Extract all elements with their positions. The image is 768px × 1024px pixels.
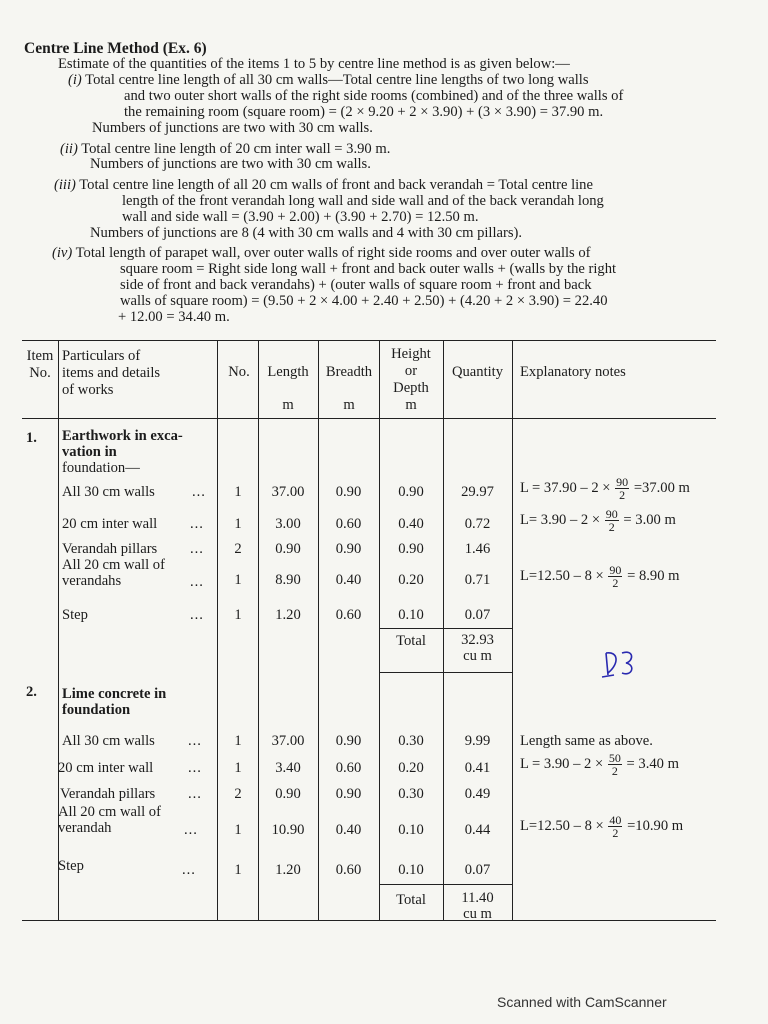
- s1-row3-dots: ...: [190, 541, 204, 557]
- header-no: No.: [228, 364, 250, 380]
- s2-row2-no: 1: [234, 760, 242, 776]
- s1-row1-note: L = 37.90 – 2 × $\frac{90}{2}$ =37.00 m: [520, 475, 690, 502]
- s1-row2-quantity: 0.72: [464, 516, 491, 532]
- handwritten-mark: [600, 645, 640, 681]
- s2-total-value: 11.40 cu m: [461, 890, 494, 922]
- s1-row4-breadth: 0.40: [335, 572, 362, 588]
- s2-row2-length: 3.40: [275, 760, 301, 776]
- s1-row4-no: 1: [234, 572, 242, 588]
- s1-row5-dots: ...: [190, 607, 204, 623]
- s2-row1-breadth: 0.90: [335, 733, 362, 749]
- item-i-line-4: Numbers of junctions are two with 30 cm walls.: [92, 120, 373, 136]
- s2-row4-note: L=12.50 – 8 × $\frac{40}{2}$ =10.90 m: [520, 813, 684, 840]
- item-ii-line-2: Numbers of junctions are two with 30 cm walls.: [90, 156, 371, 172]
- s1-row1-quantity: 29.97: [461, 484, 494, 500]
- table-bottom-rule: [22, 920, 716, 921]
- col-divider-quantity: [512, 341, 513, 920]
- s2-row2-height: 0.20: [398, 760, 424, 776]
- s1-row1-dots: ...: [192, 484, 206, 500]
- s1-row2-label: 20 cm inter wall: [62, 516, 158, 532]
- s2-row2-note: L = 3.90 – 2 × $\frac{50}{2}$ = 3.40 m: [520, 751, 679, 778]
- header-particulars: Particulars of items and details of works: [62, 348, 161, 398]
- s1-row2-note: L= 3.90 – 2 × $\frac{90}{2}$ = 3.00 m: [520, 507, 676, 534]
- item-iii-line-2: length of the front verandah long wall and side wall and of the back verandah long: [122, 193, 604, 209]
- s1-row4-note: L=12.50 – 8 × $\frac{90}{2}$ = 8.90 m: [520, 563, 680, 590]
- s1-row5-breadth: 0.60: [335, 607, 362, 623]
- s1-row2-dots: ...: [190, 516, 204, 532]
- s2-row4-label: All 20 cm wall of verandah: [58, 804, 161, 836]
- item-ii-number: (ii): [60, 141, 78, 157]
- s2-total-label: Total: [396, 892, 426, 908]
- total-box-bottom-1: [379, 672, 512, 673]
- section-1-title: Earthwork in exca- vation in foundation—: [62, 428, 183, 476]
- s2-row2-quantity: 0.41: [464, 760, 491, 776]
- item-iii-number: (iii): [54, 177, 76, 193]
- item-i-line-3: the remaining room (square room) = (2 × 9.20 + 2 × 3.90) + (3 × 3.90) = 37.90 m.: [124, 104, 604, 120]
- header-breadth: Breadth m: [325, 364, 373, 413]
- header-length: Length m: [267, 364, 309, 413]
- s2-row3-dots: ...: [188, 786, 202, 802]
- table-top-rule: [22, 340, 716, 341]
- item-i-line-2: and two outer short walls of the right side rooms (combined) and of the three walls of: [124, 88, 624, 104]
- s2-row5-no: 1: [234, 862, 242, 878]
- s2-row5-dots: ...: [182, 862, 196, 878]
- s1-row3-breadth: 0.90: [335, 541, 362, 557]
- s1-row5-length: 1.20: [275, 607, 301, 623]
- s1-row3-quantity: 1.46: [464, 541, 491, 557]
- section-2-title: Lime concrete in foundation: [62, 686, 167, 718]
- intro-text: Estimate of the quantities of the items 1 to 5 by centre line method is as given below:—: [58, 56, 570, 72]
- item-i-line-1: (i) Total centre line length of all 30 cm walls—Total centre line lengths of two long walls: [68, 72, 589, 88]
- s2-row4-quantity: 0.44: [464, 822, 491, 838]
- s1-row5-no: 1: [234, 607, 242, 623]
- s1-row3-length: 0.90: [275, 541, 301, 557]
- s1-row5-label: Step: [62, 607, 88, 623]
- s1-row4-quantity: 0.71: [464, 572, 491, 588]
- s2-row4-breadth: 0.40: [335, 822, 362, 838]
- item-iii-line-3: wall and side wall = (3.90 + 2.00) + (3.90 + 2.70) = 12.50 m.: [122, 209, 479, 225]
- s2-row4-dots: ...: [184, 822, 198, 838]
- s1-row1-height: 0.90: [398, 484, 424, 500]
- s2-row1-note: Length same as above.: [520, 733, 653, 749]
- section-2-number: 2.: [26, 684, 37, 700]
- s1-row2-breadth: 0.60: [335, 516, 362, 532]
- s1-row3-height: 0.90: [398, 541, 424, 557]
- s1-row4-dots: ...: [190, 574, 204, 590]
- s1-row1-breadth: 0.90: [335, 484, 362, 500]
- item-ii-line-1: (ii) Total centre line length of 20 cm inter wall = 3.90 m.: [60, 141, 391, 157]
- item-iv-number: (iv): [52, 245, 73, 261]
- item-i-number: (i): [68, 72, 82, 88]
- s1-row2-length: 3.00: [275, 516, 301, 532]
- s2-row1-dots: ...: [188, 733, 202, 749]
- s1-row5-quantity: 0.07: [464, 607, 491, 623]
- header-explanatory-notes: Explanatory notes: [520, 364, 626, 380]
- s2-row5-label: Step: [58, 858, 84, 874]
- s2-row1-height: 0.30: [398, 733, 424, 749]
- s1-row4-length: 8.90: [275, 572, 301, 588]
- s2-row2-breadth: 0.60: [335, 760, 362, 776]
- s1-row1-length: 37.00: [271, 484, 305, 500]
- s2-row3-breadth: 0.90: [335, 786, 362, 802]
- item-iii-line-1: (iii) Total centre line length of all 20 cm walls of front and back verandah = Total centre line: [54, 177, 593, 193]
- s2-row1-label: All 30 cm walls: [62, 733, 155, 749]
- header-height: Height or Depth m: [391, 346, 431, 413]
- item-iv-line-3: side of front and back verandahs) + (outer walls of square room + front and back: [120, 277, 592, 293]
- s1-total-label: Total: [396, 633, 426, 649]
- s1-row2-height: 0.40: [398, 516, 424, 532]
- s1-row1-label: All 30 cm walls: [62, 484, 155, 500]
- s2-row4-length: 10.90: [271, 822, 305, 838]
- s2-row3-no: 2: [234, 786, 242, 802]
- section-1-number: 1.: [26, 430, 37, 446]
- s2-row3-quantity: 0.49: [464, 786, 491, 802]
- s2-row3-length: 0.90: [275, 786, 301, 802]
- s2-row5-breadth: 0.60: [335, 862, 362, 878]
- header-item: Item No.: [26, 348, 54, 381]
- s2-row4-height: 0.10: [398, 822, 424, 838]
- scanner-watermark: Scanned with CamScanner: [497, 994, 667, 1010]
- s2-row4-no: 1: [234, 822, 242, 838]
- s1-row5-height: 0.10: [398, 607, 424, 623]
- s2-row3-height: 0.30: [398, 786, 424, 802]
- s1-row4-height: 0.20: [398, 572, 424, 588]
- item-iv-line-2: square room = Right side long wall + front and back outer walls + (walls by the right: [120, 261, 617, 277]
- s2-row3-label: Verandah pillars: [60, 786, 156, 802]
- s1-total-value: 32.93 cu m: [461, 632, 494, 664]
- table-header-rule: [22, 418, 716, 419]
- s2-row5-length: 1.20: [275, 862, 301, 878]
- s1-row3-no: 2: [234, 541, 242, 557]
- s2-row2-dots: ...: [188, 760, 202, 776]
- s2-row5-height: 0.10: [398, 862, 424, 878]
- item-iii-line-4: Numbers of junctions are 8 (4 with 30 cm walls and 4 with 30 cm pillars).: [90, 225, 523, 241]
- s2-row1-no: 1: [234, 733, 242, 749]
- s2-row1-quantity: 9.99: [464, 733, 491, 749]
- item-iv-line-4: walls of square room) = (9.50 + 2 × 4.00 + 2.40 + 2.50) + (4.20 + 2 × 3.90) = 22.40: [120, 293, 608, 309]
- s1-row1-no: 1: [234, 484, 242, 500]
- item-iv-line-1: (iv) Total length of parapet wall, over outer walls of right side rooms and over outer walls of: [52, 245, 591, 261]
- total-box-top-2: [379, 884, 512, 885]
- s1-row3-label: Verandah pillars: [62, 541, 158, 557]
- s1-row4-label: All 20 cm wall of verandahs: [62, 557, 165, 589]
- total-box-top-1: [379, 628, 512, 629]
- s1-row2-no: 1: [234, 516, 242, 532]
- s2-row2-label: 20 cm inter wall: [58, 760, 154, 776]
- page-heading: Centre Line Method (Ex. 6): [24, 40, 207, 57]
- s2-row5-quantity: 0.07: [464, 862, 491, 878]
- header-quantity: Quantity: [451, 364, 504, 380]
- s2-row1-length: 37.00: [271, 733, 305, 749]
- item-iv-line-5: + 12.00 = 34.40 m.: [118, 309, 230, 325]
